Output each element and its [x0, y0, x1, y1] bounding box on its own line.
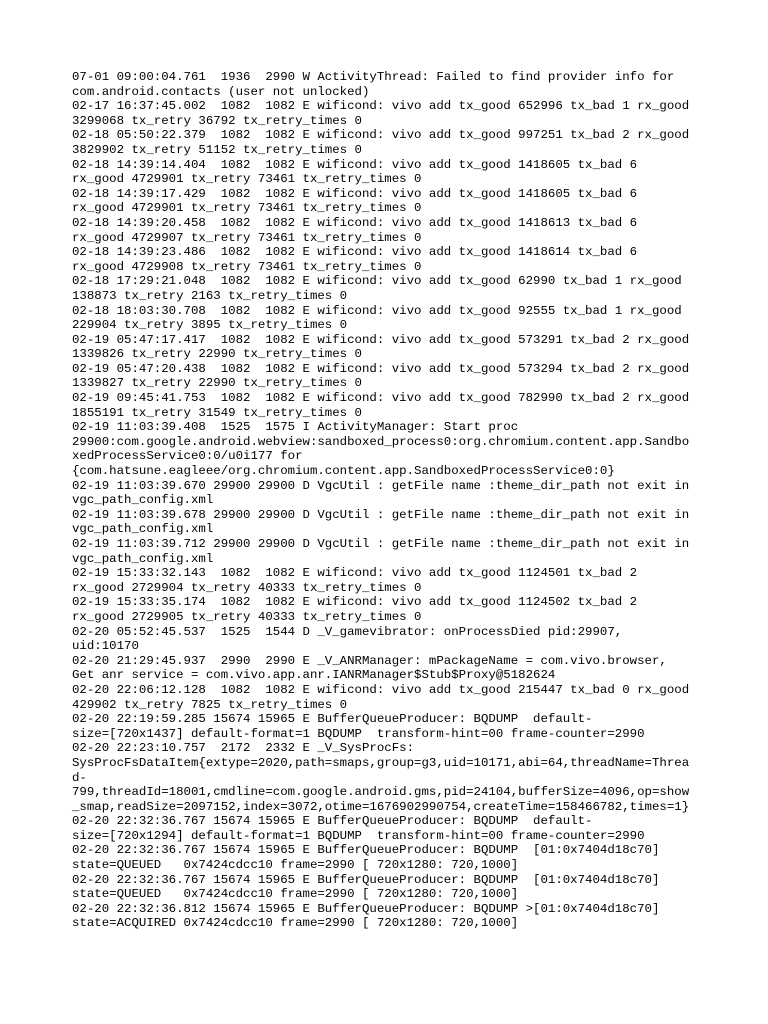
log-line: d-	[72, 770, 87, 785]
log-line: 02-20 22:23:10.757 2172 2332 E _V_SysProcFs:	[72, 741, 415, 756]
log-line: 02-19 09:45:41.753 1082 1082 E wificond: vivo add tx_good 782990 tx_bad 2 rx_good	[72, 391, 690, 406]
log-line: 02-20 22:06:12.128 1082 1082 E wificond: vivo add tx_good 215447 tx_bad 0 rx_good	[72, 682, 690, 697]
log-line: 1339827 tx_retry 22990 tx_retry_times 0	[72, 376, 362, 391]
log-line: rx_good 2729905 tx_retry 40333 tx_retry_times 0	[72, 609, 422, 624]
log-line: {com.hatsune.eagleee/org.chromium.content.app.SandboxedProcessService0:0}	[72, 464, 615, 479]
log-line: vgc_path_config.xml	[72, 493, 214, 508]
log-line: 02-19 11:03:39.408 1525 1575 I ActivityManager: Start proc	[72, 420, 519, 435]
log-line: 02-17 16:37:45.002 1082 1082 E wificond: vivo add tx_good 652996 tx_bad 1 rx_good	[72, 99, 690, 114]
log-line: state=ACQUIRED 0x7424cdcc10 frame=2990 [ 720x1280: 720,1000]	[72, 916, 519, 931]
log-line: size=[720x1294] default-format=1 BQDUMP transform-hint=00 frame-counter=2990	[72, 828, 645, 843]
log-line: vgc_path_config.xml	[72, 522, 214, 537]
log-line: rx_good 4729908 tx_retry 73461 tx_retry_times 0	[72, 259, 422, 274]
log-line: 02-18 18:03:30.708 1082 1082 E wificond: vivo add tx_good 92555 tx_bad 1 rx_good	[72, 303, 682, 318]
log-line: vgc_path_config.xml	[72, 551, 214, 566]
log-line: state=QUEUED 0x7424cdcc10 frame=2990 [ 720x1280: 720,1000]	[72, 858, 519, 873]
log-line: 29900:com.google.android.webview:sandboxed_process0:org.chromium.content.app.Sandbo	[72, 434, 690, 449]
log-line: 02-18 05:50:22.379 1082 1082 E wificond: vivo add tx_good 997251 tx_bad 2 rx_good	[72, 128, 690, 143]
log-line: 02-18 14:39:17.429 1082 1082 E wificond: vivo add tx_good 1418605 tx_bad 6	[72, 186, 638, 201]
log-line: 02-19 05:47:17.417 1082 1082 E wificond: vivo add tx_good 573291 tx_bad 2 rx_good	[72, 332, 690, 347]
log-line: 02-19 11:03:39.712 29900 29900 D VgcUtil : getFile name :theme_dir_path not exit in	[72, 537, 690, 551]
log-line: 02-20 22:19:59.285 15674 15965 E BufferQueueProducer: BQDUMP default-	[72, 712, 593, 727]
log-line: 02-19 05:47:20.438 1082 1082 E wificond: vivo add tx_good 573294 tx_bad 2 rx_good	[72, 361, 690, 376]
log-line: 02-20 22:32:36.767 15674 15965 E BufferQueueProducer: BQDUMP [01:0x7404d18c70]	[72, 872, 660, 887]
log-line: 02-19 15:33:35.174 1082 1082 E wificond: vivo add tx_good 1124502 tx_bad 2	[72, 595, 638, 610]
log-line: Get anr service = com.vivo.app.anr.IANRManager$Stub$Proxy@5182624	[72, 668, 556, 683]
log-line: 3829902 tx_retry 51152 tx_retry_times 0	[72, 142, 362, 157]
log-line: rx_good 2729904 tx_retry 40333 tx_retry_times 0	[72, 580, 422, 595]
log-line: 3299068 tx_retry 36792 tx_retry_times 0	[72, 113, 362, 128]
log-line: rx_good 4729901 tx_retry 73461 tx_retry_times 0	[72, 172, 422, 187]
log-line: rx_good 4729901 tx_retry 73461 tx_retry_times 0	[72, 201, 422, 216]
log-line: 02-18 17:29:21.048 1082 1082 E wificond: vivo add tx_good 62990 tx_bad 1 rx_good	[72, 274, 682, 289]
log-line: size=[720x1437] default-format=1 BQDUMP transform-hint=00 frame-counter=2990	[72, 726, 645, 741]
log-document	[72, 70, 712, 931]
log-line: 1339826 tx_retry 22990 tx_retry_times 0	[72, 347, 362, 362]
log-line: 429902 tx_retry 7825 tx_retry_times 0	[72, 697, 348, 712]
log-line: 02-20 22:32:36.767 15674 15965 E BufferQueueProducer: BQDUMP default-	[72, 814, 593, 829]
log-line: 02-20 22:32:36.812 15674 15965 E BufferQueueProducer: BQDUMP >[01:0x7404d18c70]	[72, 901, 660, 916]
log-line: 02-20 21:29:45.937 2990 2990 E _V_ANRManager: mPackageName = com.vivo.browser,	[72, 653, 667, 668]
log-line: state=QUEUED 0x7424cdcc10 frame=2990 [ 720x1280: 720,1000]	[72, 887, 519, 902]
log-line: uid:10170	[72, 639, 139, 654]
log-line: SysProcFsDataItem{extype=2020,path=smaps,group=g3,uid=10171,abi=64,threadName=Threa	[72, 755, 690, 770]
log-line: 1855191 tx_retry 31549 tx_retry_times 0	[72, 405, 362, 420]
log-line: 02-18 14:39:23.486 1082 1082 E wificond: vivo add tx_good 1418614 tx_bad 6	[72, 245, 638, 260]
log-line: 02-18 14:39:14.404 1082 1082 E wificond: vivo add tx_good 1418605 tx_bad 6	[72, 157, 638, 172]
log-line: 02-19 15:33:32.143 1082 1082 E wificond: vivo add tx_good 1124501 tx_bad 2	[72, 566, 638, 581]
log-line: 229904 tx_retry 3895 tx_retry_times 0	[72, 318, 348, 333]
log-line: com.android.contacts (user not unlocked)	[72, 84, 370, 99]
log-line: 02-19 11:03:39.678 29900 29900 D VgcUtil : getFile name :theme_dir_path not exit in	[72, 507, 690, 522]
log-line: rx_good 4729907 tx_retry 73461 tx_retry_times 0	[72, 230, 422, 245]
log-line: 02-20 22:32:36.767 15674 15965 E BufferQueueProducer: BQDUMP [01:0x7404d18c70]	[72, 843, 660, 858]
log-line: xedProcessService0:0/u0i177 for	[72, 449, 303, 464]
log-line: 799,threadId=18001,cmdline=com.google.android.gms,pid=24104,bufferSize=4096,op=show	[72, 785, 690, 800]
log-line: 138873 tx_retry 2163 tx_retry_times 0	[72, 288, 348, 303]
log-line: _smap,readSize=2097152,index=3072,otime=1676902990754,createTime=158466782,times=1}	[72, 799, 690, 814]
log-line: 02-19 11:03:39.670 29900 29900 D VgcUtil : getFile name :theme_dir_path not exit in	[72, 478, 690, 493]
log-line: 07-01 09:00:04.761 1936 2990 W ActivityThread: Failed to find provider info for	[72, 70, 675, 84]
log-line: 02-18 14:39:20.458 1082 1082 E wificond: vivo add tx_good 1418613 tx_bad 6	[72, 215, 638, 230]
log-line: 02-20 05:52:45.537 1525 1544 D _V_gamevibrator: onProcessDied pid:29907,	[72, 624, 623, 639]
